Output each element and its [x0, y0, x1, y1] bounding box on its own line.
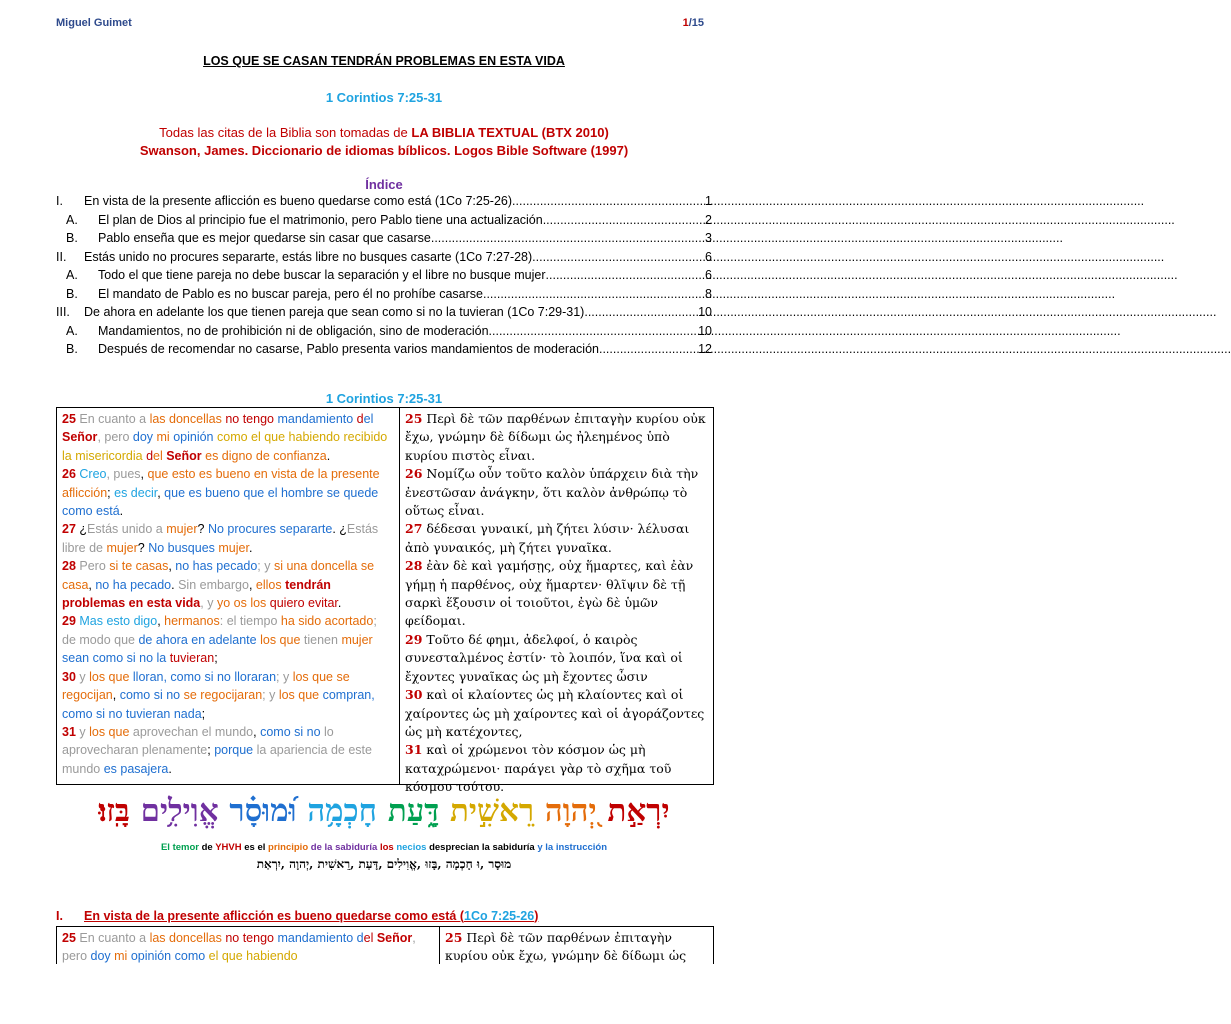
toc-item-text: Mandamientos, no de prohibición ni de obligación, sino de moderación	[98, 323, 489, 338]
toc-item-page: 6	[705, 268, 712, 282]
toc-leader-dots	[512, 194, 705, 208]
toc-item[interactable]	[56, 250, 712, 269]
page-number	[683, 17, 704, 29]
verse-text: καὶ οἱ κλαίοντες ὡς μὴ κλαίοντες καὶ οἱ χαίροντες ὡς μὴ χαίροντες καὶ οἱ ἀγοράζοντες ὡς μὴ κατέχοντες,	[405, 687, 705, 739]
spanish-column-2: 25 En cuanto a las doncellas no tengo mandamiento del Señor, pero doy mi opinión como el que habiendo	[57, 927, 440, 964]
hebrew-proverb	[0, 793, 768, 829]
toc-item-text: El plan de Dios al principio fue el matrimonio, pero Pablo tiene una actualización	[98, 212, 543, 227]
hebrew-word: בָּֽזוּ׃	[98, 793, 130, 829]
gloss-word: y la instrucción	[537, 842, 608, 853]
toc-leader-dots	[546, 268, 706, 282]
section-number: I.	[56, 909, 63, 923]
verse-28-es: 28 Pero si te casas, no has pecado; y si una doncella se casa, no ha pecado. Sin embargo, ellos tendrán problemas en esta vida, y yo os los quiero evitar.	[62, 559, 375, 611]
gloss-word: es el	[244, 842, 266, 853]
verse-number: 27	[405, 521, 423, 537]
toc-item-text: Después de recomendar no casarse, Pablo presenta varios mandamientos de moderación	[98, 342, 599, 356]
verse-30-es: 30 y los que lloran, como si no lloraran; y los que se regocijan, como si no se regocijaran; y los que compran, como si no tuvieran nada;	[62, 669, 375, 721]
verse-number: 29	[62, 614, 76, 629]
toc-leader-dots	[532, 250, 705, 264]
toc-item-number: B.	[66, 342, 78, 356]
toc-item[interactable]	[56, 194, 712, 213]
toc-item-page: 8	[705, 286, 712, 301]
verse-number: 25	[62, 412, 76, 426]
verse-number: 31	[405, 742, 423, 758]
toc-item-number: B.	[66, 231, 78, 245]
verse-30-gr	[405, 686, 708, 741]
toc-item[interactable]	[56, 305, 712, 324]
scripture-reference: 1 Corintios 7:25-31	[325, 90, 443, 105]
toc-leader-dots	[431, 231, 705, 245]
toc-item-page: 2	[705, 212, 712, 227]
gloss-word: principio	[268, 842, 309, 853]
greek-column-2: 25 Περὶ δὲ τῶν παρθένων ἐπιταγὴν κυρίου οὐκ ἔχω, γνώμην δὲ δίδωμι ὡς	[445, 930, 687, 964]
toc-item[interactable]	[56, 268, 712, 287]
verse-number: 25	[445, 930, 463, 945]
table-of-contents	[56, 194, 712, 361]
gloss-word: de	[201, 842, 213, 853]
toc-item-page: 10	[698, 305, 712, 319]
toc-item[interactable]	[56, 231, 712, 250]
verse-text: ἐὰν δὲ καὶ γαμήσῃς, οὐχ ἥμαρτες, καὶ ἐὰν γήμῃ ἡ παρθένος, οὐχ ἥμαρτεν· θλῖψιν δὲ τῇ σαρκὶ ἕξουσιν οἱ τοιοῦτοι, ἐγὼ δὲ ὑμῶν φείδομαι.	[405, 558, 694, 629]
verse-28-gr	[405, 557, 708, 631]
gloss-word: la sabiduría	[481, 842, 535, 853]
toc-leader-dots	[543, 213, 705, 227]
toc-item-text: El mandato de Pablo es no buscar pareja, pero él no prohíbe casarse	[98, 286, 483, 301]
toc-item-number: A.	[66, 268, 78, 282]
verse-text: Περὶ δὲ τῶν παρθένων ἐπιταγὴν κυρίου οὐκ ἔχω, γνώμην δὲ δίδωμι ὡς ἠλεημένος ὑπὸ κυρίου πιστὸς εἶναι.	[405, 411, 706, 463]
toc-item-text: Pablo enseña que es mejor quedarse sin casar que casarse	[98, 231, 431, 245]
verse-29-gr	[405, 631, 708, 686]
verse-31-gr	[405, 741, 708, 796]
toc-item-number: B.	[66, 286, 78, 301]
toc-item[interactable]	[56, 213, 712, 232]
verse-27-gr	[405, 520, 708, 557]
toc-item-text: Todo el que tiene pareja no debe buscar la separación y el libre no busque mujer	[98, 268, 546, 282]
verse-number: 26	[62, 467, 76, 482]
toc-item-page: 3	[705, 231, 712, 245]
verse-number: 30	[405, 687, 423, 703]
verse-number: 28	[62, 559, 76, 574]
toc-item-text: De ahora en adelante los que tienen pareja que sean como si no la tuvieran (1Co 7:29-31)	[84, 305, 585, 319]
gloss-word: temor	[172, 842, 199, 853]
toc-item-text: Estás unido no procures separarte, estás libre no busques casarte (1Co 7:27-28)	[84, 249, 533, 264]
verse-table-2	[56, 926, 714, 964]
page-current: 1	[682, 17, 689, 29]
toc-item-number: A.	[66, 323, 78, 338]
gloss-word: de la sabiduría	[310, 842, 378, 853]
toc-heading: Índice	[365, 177, 403, 192]
toc-item-number: A.	[66, 212, 78, 227]
proverb-gloss	[0, 842, 768, 853]
verse-number: 25	[405, 411, 423, 426]
verse-number: 30	[62, 669, 76, 684]
verse-number: 29	[405, 631, 423, 647]
gloss-word: YHVH	[215, 842, 242, 853]
gloss-word: necios	[396, 842, 427, 853]
hebrew-word: יִרְאַ֣ת	[607, 793, 670, 829]
toc-item-number: I.	[56, 194, 63, 208]
verse-number: 26	[405, 466, 423, 482]
toc-leader-dots	[599, 342, 698, 356]
verse-number: 25	[62, 931, 76, 945]
toc-leader-dots	[483, 287, 705, 301]
gloss-word: El	[160, 842, 170, 853]
author-name: Miguel Guimet	[56, 17, 132, 29]
verse-25-gr	[405, 410, 708, 465]
gloss-word: desprecian	[429, 842, 480, 853]
verse-27-es: 27 ¿Estás unido a mujer? No procures separarte. ¿Estás libre de mujer? No busques mujer.	[62, 522, 379, 555]
verse-text: καὶ οἱ χρώμενοι τὸν κόσμον ὡς μὴ καταχρώμενοι· παράγει γὰρ τὸ σχῆμα τοῦ κόσμου τούτου.	[405, 742, 672, 795]
section-ref: 1Co 7:25-26	[464, 909, 535, 923]
hebrew-word: חָכְמָ֥ה	[307, 793, 378, 829]
toc-item[interactable]	[56, 342, 712, 361]
scripture-reference-2: 1 Corintios 7:25-31	[325, 391, 443, 406]
toc-item-page: 12	[698, 342, 712, 356]
verse-number: 31	[62, 724, 76, 739]
gloss-word: los	[379, 842, 394, 853]
toc-item[interactable]	[56, 324, 712, 343]
toc-leader-dots	[489, 324, 699, 338]
proverb-hebrew-words: מוּסָר ,וּ חָכְמָה ,בָּזוּ ,אֱוִילִים ,דָּעַת ,רֵאשִׁית ,יְהוָה ,יִרְאַת	[256, 857, 512, 871]
verse-26-gr	[405, 465, 708, 520]
verse-table	[56, 407, 714, 795]
hebrew-word: דָּ֑עַת	[387, 793, 440, 829]
toc-item-page: 1	[705, 194, 712, 208]
verse-25-es: 25 En cuanto a las doncellas no tengo mandamiento del Señor, pero doy mi opinión como el que habiendo recibido la misericordia del Señor es digno de confianza.	[62, 412, 388, 463]
section-close: )	[534, 909, 539, 923]
section-heading-1	[56, 909, 538, 923]
page-total: /15	[688, 17, 704, 29]
verse-text: δέδεσαι γυναικί, μὴ ζήτει λύσιν· λέλυσαι ἀπὸ γυναικός, μὴ ζήτει γυναῖκα.	[405, 521, 690, 555]
verse-number: 28	[405, 558, 423, 574]
citation-note	[0, 124, 768, 160]
document-title: LOS QUE SE CASAN TENDRÁN PROBLEMAS EN ESTA VIDA	[203, 54, 565, 68]
hebrew-word: אֱוִילִ֥ים	[140, 793, 219, 829]
verse-29-es: 29 Mas esto digo, hermanos: el tiempo ha sido acortado; de modo que de ahora en adelante los que tienen mujer sean como si no la tuvieran;	[62, 614, 377, 666]
toc-item-number: II.	[56, 249, 67, 264]
toc-item-page: 10	[698, 323, 712, 338]
hebrew-word: רֵאשִׁ֣ית	[450, 793, 535, 829]
hebrew-word: יְ֭הוָה	[544, 793, 597, 829]
toc-item-page: 6	[705, 249, 712, 264]
greek-column	[400, 408, 713, 795]
verse-text: Νομίζω οὖν τοῦτο καλὸν ὑπάρχειν διὰ τὴν ἐνεστῶσαν ἀνάγκην, ὅτι καλὸν ἀνθρώπῳ τὸ οὕτως εἶναι.	[405, 466, 699, 519]
verse-31-es: 31 y los que aprovechan el mundo, como si no lo aprovecharan plenamente; porque la apariencia de este mundo es pasajera.	[62, 724, 372, 776]
citation-source: LA BIBLIA TEXTUAL (BTX 2010)	[411, 125, 609, 140]
hebrew-word: וּ֝מוּסָ֗ר	[229, 793, 297, 829]
verse-26-es: 26 Creo, pues, que esto es bueno en vista de la presente aflicción; es decir, que es bueno que el hombre se quede como está.	[62, 467, 380, 519]
toc-item-text: En vista de la presente aflicción es bueno quedarse como está (1Co 7:25-26)	[84, 194, 513, 208]
toc-item[interactable]	[56, 287, 712, 306]
verse-number: 27	[62, 522, 76, 537]
toc-leader-dots	[584, 305, 698, 319]
section-title: En vista de la presente aflicción es bueno quedarse como está (	[84, 909, 464, 923]
toc-item-number: III.	[56, 305, 70, 319]
verse-text: Τοῦτο δέ φημι, ἀδελφοί, ὁ καιρὸς συνεσταλμένος ἐστίν· τὸ λοιπόν, ἵνα καὶ οἱ ἔχοντες γυναῖκας ὡς μὴ ἔχοντες ὦσιν	[405, 631, 683, 684]
spanish-column	[57, 408, 400, 784]
citation-dictionary: Swanson, James. Diccionario de idiomas bíblicos. Logos Bible Software (1997)	[139, 143, 629, 158]
citation-prefix: Todas las citas de la Biblia son tomadas de	[159, 125, 412, 140]
